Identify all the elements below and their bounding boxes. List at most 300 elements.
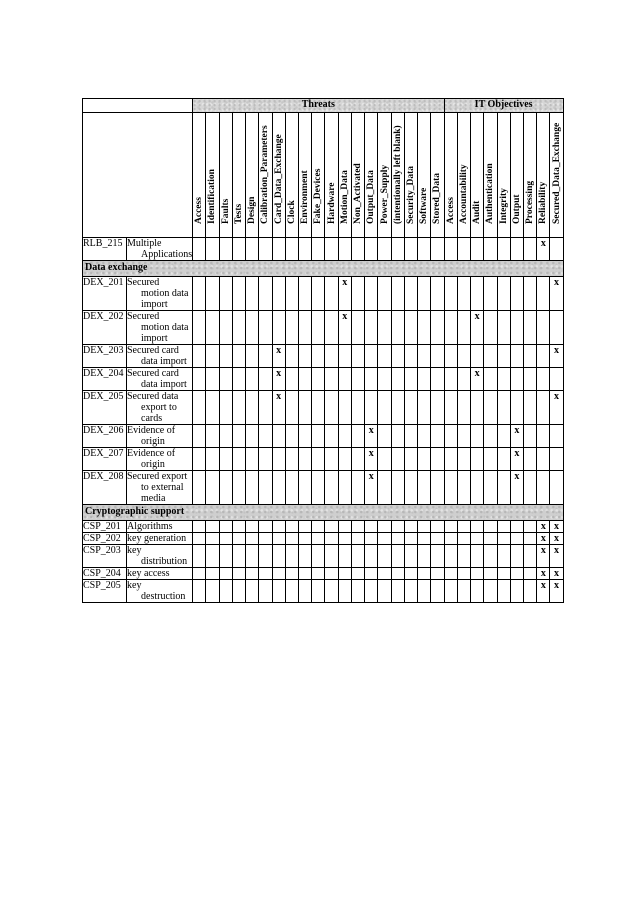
matrix-cell: [550, 471, 563, 505]
matrix-cell: [246, 391, 259, 425]
matrix-cell: [378, 521, 391, 533]
matrix-cell: [312, 580, 325, 603]
matrix-cell: [471, 521, 484, 533]
matrix-cell: [232, 448, 245, 471]
matrix-cell-marked: x: [550, 580, 563, 603]
row-id: CSP_205: [83, 580, 127, 603]
matrix-cell: [510, 545, 523, 568]
matrix-cell: [404, 533, 417, 545]
matrix-cell: [246, 238, 259, 261]
column-header-label: Calibration_Parameters: [260, 125, 271, 224]
threat-column-header: [232, 113, 245, 238]
matrix-cell: [298, 345, 311, 368]
matrix-cell: [537, 471, 550, 505]
matrix-cell: [391, 345, 404, 368]
matrix-cell: [484, 448, 497, 471]
column-header-row: [83, 113, 564, 238]
matrix-cell: [497, 580, 510, 603]
matrix-cell: [272, 425, 285, 448]
row-description: [127, 345, 193, 368]
matrix-cell: [338, 425, 351, 448]
matrix-cell: [550, 425, 563, 448]
section-header-row: [83, 505, 564, 521]
matrix-cell: [484, 521, 497, 533]
matrix-cell-marked: x: [510, 448, 523, 471]
matrix-cell: [193, 311, 206, 345]
matrix-cell: [285, 521, 298, 533]
matrix-cell: [484, 471, 497, 505]
column-header-label: Fake_Devices: [313, 168, 324, 224]
matrix-cell: [418, 448, 431, 471]
matrix-cell: [404, 521, 417, 533]
objective-column-header: [537, 113, 550, 238]
matrix-cell: [471, 238, 484, 261]
matrix-cell: [298, 521, 311, 533]
matrix-cell: [471, 533, 484, 545]
threat-column-header: [246, 113, 259, 238]
row-description: [127, 568, 193, 580]
matrix-cell: [351, 568, 364, 580]
matrix-cell-marked: x: [365, 471, 378, 505]
matrix-cell: [457, 238, 470, 261]
matrix-cell: [418, 580, 431, 603]
threat-column-header: [391, 113, 404, 238]
matrix-cell: [550, 238, 563, 261]
matrix-cell: [431, 368, 444, 391]
matrix-cell-marked: x: [471, 368, 484, 391]
column-header-label: Output_Data: [366, 170, 377, 224]
matrix-cell: [523, 471, 536, 505]
matrix-cell: [219, 368, 232, 391]
matrix-cell: [444, 277, 457, 311]
objectives-group-header: IT Objectives: [444, 99, 563, 113]
matrix-cell: [272, 311, 285, 345]
table-row: [83, 448, 564, 471]
matrix-cell: [232, 391, 245, 425]
matrix-cell: [444, 533, 457, 545]
matrix-cell: [418, 345, 431, 368]
matrix-cell: [312, 311, 325, 345]
matrix-cell: [193, 345, 206, 368]
row-description-line: Algorithms: [127, 521, 173, 532]
matrix-cell: [444, 521, 457, 533]
row-id: DEX_201: [83, 277, 127, 311]
matrix-cell: [219, 448, 232, 471]
table-row: [83, 345, 564, 368]
matrix-cell: [312, 521, 325, 533]
section-title: Data exchange: [83, 261, 564, 277]
column-header-label: Design: [247, 196, 258, 224]
matrix-cell: [523, 568, 536, 580]
matrix-cell: [444, 568, 457, 580]
matrix-cell: [325, 580, 338, 603]
table-row: [83, 471, 564, 505]
row-description: [127, 545, 193, 568]
matrix-cell: [404, 391, 417, 425]
matrix-cell: [378, 568, 391, 580]
matrix-cell: [272, 448, 285, 471]
matrix-cell: [484, 580, 497, 603]
matrix-cell: [404, 345, 417, 368]
matrix-cell-marked: x: [537, 238, 550, 261]
matrix-cell: [298, 391, 311, 425]
matrix-cell: [246, 277, 259, 311]
row-id: DEX_204: [83, 368, 127, 391]
matrix-cell: [259, 311, 272, 345]
matrix-cell: [365, 533, 378, 545]
matrix-cell: [206, 448, 219, 471]
row-id: CSP_201: [83, 521, 127, 533]
row-description-line: distribution: [141, 556, 188, 567]
matrix-cell: [418, 311, 431, 345]
matrix-cell: [206, 368, 219, 391]
row-description-line: motion data: [141, 322, 189, 333]
matrix-cell: [391, 238, 404, 261]
matrix-cell: [471, 448, 484, 471]
matrix-cell: [418, 425, 431, 448]
matrix-cell: [259, 545, 272, 568]
matrix-cell: [206, 545, 219, 568]
row-description: [127, 368, 193, 391]
matrix-cell: [351, 448, 364, 471]
threat-column-header: [193, 113, 206, 238]
matrix-cell-marked: x: [471, 311, 484, 345]
matrix-cell: [378, 471, 391, 505]
matrix-cell: [219, 238, 232, 261]
matrix-cell: [298, 448, 311, 471]
matrix-cell: [471, 580, 484, 603]
matrix-cell: [418, 568, 431, 580]
matrix-cell: [312, 345, 325, 368]
matrix-cell: [338, 580, 351, 603]
matrix-cell: [391, 471, 404, 505]
matrix-cell: [497, 368, 510, 391]
matrix-cell: [206, 345, 219, 368]
matrix-cell: [444, 311, 457, 345]
objective-column-header: [550, 113, 563, 238]
matrix-cell: [285, 580, 298, 603]
matrix-cell: [325, 391, 338, 425]
matrix-cell: [431, 391, 444, 425]
matrix-cell: [457, 425, 470, 448]
matrix-cell: [365, 568, 378, 580]
matrix-cell: [259, 345, 272, 368]
matrix-cell: [246, 545, 259, 568]
row-description-line: Evidence of: [127, 448, 176, 459]
matrix-cell: [431, 425, 444, 448]
matrix-cell: [510, 521, 523, 533]
matrix-cell: [431, 580, 444, 603]
matrix-cell-marked: x: [510, 471, 523, 505]
matrix-cell: [351, 545, 364, 568]
matrix-cell: [312, 238, 325, 261]
matrix-cell: [351, 521, 364, 533]
matrix-cell: [351, 471, 364, 505]
row-description-line: data import: [141, 356, 187, 367]
matrix-cell: [246, 471, 259, 505]
matrix-cell: [325, 545, 338, 568]
matrix-cell: [418, 533, 431, 545]
row-description-line: Secured: [127, 311, 160, 322]
column-header-label: Stored_Data: [432, 172, 443, 224]
matrix-cell: [259, 368, 272, 391]
objective-column-header: [457, 113, 470, 238]
row-id: DEX_202: [83, 311, 127, 345]
matrix-cell: [232, 580, 245, 603]
matrix-cell: [391, 391, 404, 425]
matrix-cell: [206, 311, 219, 345]
column-header-label: Audit: [472, 200, 483, 224]
matrix-cell-marked: x: [550, 533, 563, 545]
matrix-cell: [325, 311, 338, 345]
matrix-cell-marked: x: [537, 545, 550, 568]
matrix-cell: [418, 521, 431, 533]
row-description-line: to external: [141, 482, 184, 493]
matrix-cell: [537, 391, 550, 425]
matrix-cell: [523, 238, 536, 261]
matrix-cell: [431, 448, 444, 471]
matrix-cell: [219, 391, 232, 425]
threat-column-header: [365, 113, 378, 238]
matrix-cell: [484, 277, 497, 311]
matrix-cell: [246, 521, 259, 533]
matrix-cell: [431, 345, 444, 368]
row-description-line: Applications: [141, 249, 193, 260]
matrix-cell: [193, 238, 206, 261]
matrix-cell: [537, 277, 550, 311]
matrix-cell: [471, 471, 484, 505]
matrix-cell: [193, 545, 206, 568]
matrix-cell: [523, 545, 536, 568]
matrix-cell: [550, 368, 563, 391]
matrix-cell: [431, 238, 444, 261]
matrix-cell: [391, 368, 404, 391]
matrix-cell: [484, 311, 497, 345]
matrix-cell: [471, 345, 484, 368]
matrix-cell: [404, 580, 417, 603]
column-header-label: Card_Data_Exchange: [273, 134, 284, 224]
row-id: CSP_204: [83, 568, 127, 580]
matrix-cell: [206, 238, 219, 261]
column-header-label: Access: [194, 197, 205, 224]
row-id: RLB_215: [83, 238, 127, 261]
matrix-cell: [285, 545, 298, 568]
matrix-cell-marked: x: [550, 568, 563, 580]
matrix-cell: [537, 448, 550, 471]
matrix-cell-marked: x: [272, 391, 285, 425]
matrix-cell: [444, 425, 457, 448]
row-description: [127, 448, 193, 471]
matrix-cell: [272, 533, 285, 545]
objective-column-header: [471, 113, 484, 238]
matrix-cell: [471, 277, 484, 311]
table-row: [83, 368, 564, 391]
matrix-cell: [378, 345, 391, 368]
row-description-line: key access: [127, 568, 170, 579]
matrix-cell: [418, 391, 431, 425]
matrix-cell: [232, 425, 245, 448]
matrix-cell: [338, 448, 351, 471]
row-description-line: Multiple: [127, 238, 162, 249]
matrix-cell: [246, 311, 259, 345]
matrix-cell: [325, 238, 338, 261]
column-header-label: Output: [511, 194, 522, 224]
table-row: [83, 425, 564, 448]
matrix-cell: [497, 521, 510, 533]
column-header-label: Motion_Data: [339, 170, 350, 224]
objective-column-header: [523, 113, 536, 238]
matrix-cell-marked: x: [550, 521, 563, 533]
matrix-cell-marked: x: [365, 448, 378, 471]
row-description-line: data import: [141, 379, 187, 390]
row-description-line: key: [127, 580, 142, 591]
matrix-cell: [523, 533, 536, 545]
matrix-cell: [193, 425, 206, 448]
matrix-cell: [206, 533, 219, 545]
matrix-cell: [232, 238, 245, 261]
objective-column-header: [497, 113, 510, 238]
matrix-cell: [523, 425, 536, 448]
matrix-cell: [285, 448, 298, 471]
matrix-cell: [404, 568, 417, 580]
matrix-cell: [232, 533, 245, 545]
matrix-cell-marked: x: [550, 391, 563, 425]
matrix-cell: [325, 471, 338, 505]
matrix-cell: [232, 568, 245, 580]
matrix-cell: [325, 345, 338, 368]
matrix-cell: [444, 238, 457, 261]
threat-column-header: [206, 113, 219, 238]
matrix-cell: [206, 568, 219, 580]
matrix-cell: [206, 580, 219, 603]
matrix-cell: [391, 277, 404, 311]
matrix-cell-marked: x: [338, 277, 351, 311]
matrix-cell: [497, 391, 510, 425]
row-description-line: import: [141, 299, 168, 310]
row-id: DEX_207: [83, 448, 127, 471]
matrix-cell: [272, 238, 285, 261]
matrix-cell: [457, 471, 470, 505]
row-description-line: import: [141, 333, 168, 344]
matrix-cell: [232, 471, 245, 505]
column-header-label: Authentication: [485, 163, 496, 224]
matrix-cell: [550, 448, 563, 471]
matrix-cell: [510, 311, 523, 345]
matrix-cell: [378, 533, 391, 545]
row-id: DEX_208: [83, 471, 127, 505]
row-description: [127, 580, 193, 603]
column-header-label: Integrity: [498, 188, 509, 224]
matrix-cell: [298, 425, 311, 448]
matrix-cell: [298, 471, 311, 505]
matrix-cell: [259, 238, 272, 261]
matrix-cell: [510, 277, 523, 311]
matrix-cell: [219, 277, 232, 311]
matrix-cell: [444, 391, 457, 425]
matrix-cell: [259, 448, 272, 471]
matrix-cell: [391, 425, 404, 448]
matrix-cell: [338, 391, 351, 425]
matrix-cell: [431, 568, 444, 580]
matrix-cell: [312, 277, 325, 311]
row-description-line: Secured data: [127, 391, 179, 402]
matrix-cell: [259, 277, 272, 311]
matrix-cell: [404, 425, 417, 448]
matrix-cell-marked: x: [537, 533, 550, 545]
matrix-cell: [285, 471, 298, 505]
matrix-cell: [259, 568, 272, 580]
matrix-cell: [537, 345, 550, 368]
matrix-cell: [246, 368, 259, 391]
matrix-cell: [510, 391, 523, 425]
matrix-cell-marked: x: [272, 345, 285, 368]
matrix-cell: [510, 345, 523, 368]
matrix-cell: [404, 238, 417, 261]
matrix-cell: [484, 568, 497, 580]
column-header-label: Environment: [300, 170, 311, 224]
matrix-cell: [404, 368, 417, 391]
matrix-cell: [272, 580, 285, 603]
matrix-cell: [365, 391, 378, 425]
matrix-cell: [365, 345, 378, 368]
column-header-label: Reliability: [538, 181, 549, 224]
matrix-cell: [219, 425, 232, 448]
matrix-cell: [338, 545, 351, 568]
column-header-label: Tests: [233, 203, 244, 224]
matrix-cell: [431, 521, 444, 533]
column-header-label: Secured_Data_Exchange: [551, 122, 562, 224]
matrix-cell: [219, 345, 232, 368]
matrix-cell: [325, 521, 338, 533]
matrix-cell: [391, 311, 404, 345]
matrix-cell: [365, 580, 378, 603]
matrix-cell: [484, 368, 497, 391]
matrix-cell: [378, 425, 391, 448]
table-row: [83, 238, 564, 261]
threat-column-header: [404, 113, 417, 238]
matrix-cell: [497, 471, 510, 505]
matrix-cell: [325, 568, 338, 580]
matrix-cell: [219, 521, 232, 533]
matrix-cell: [431, 545, 444, 568]
matrix-cell: [338, 521, 351, 533]
matrix-cell: [378, 238, 391, 261]
matrix-cell: [431, 533, 444, 545]
matrix-cell: [497, 533, 510, 545]
matrix-cell: [484, 391, 497, 425]
matrix-cell: [497, 238, 510, 261]
matrix-cell: [431, 311, 444, 345]
matrix-cell: [457, 391, 470, 425]
corner-blank: [83, 99, 193, 113]
matrix-cell-marked: x: [338, 311, 351, 345]
matrix-cell: [471, 391, 484, 425]
matrix-cell: [510, 580, 523, 603]
matrix-cell: [206, 521, 219, 533]
matrix-cell: [457, 521, 470, 533]
table-row: [83, 533, 564, 545]
matrix-cell: [431, 471, 444, 505]
matrix-cell: [444, 368, 457, 391]
matrix-cell: [365, 238, 378, 261]
matrix-cell: [484, 545, 497, 568]
matrix-cell: [298, 545, 311, 568]
matrix-cell: [484, 425, 497, 448]
column-header-label: (intentionally left blank): [392, 125, 403, 224]
matrix-cell: [219, 568, 232, 580]
row-description-line: Secured card: [127, 345, 179, 356]
matrix-cell: [391, 448, 404, 471]
